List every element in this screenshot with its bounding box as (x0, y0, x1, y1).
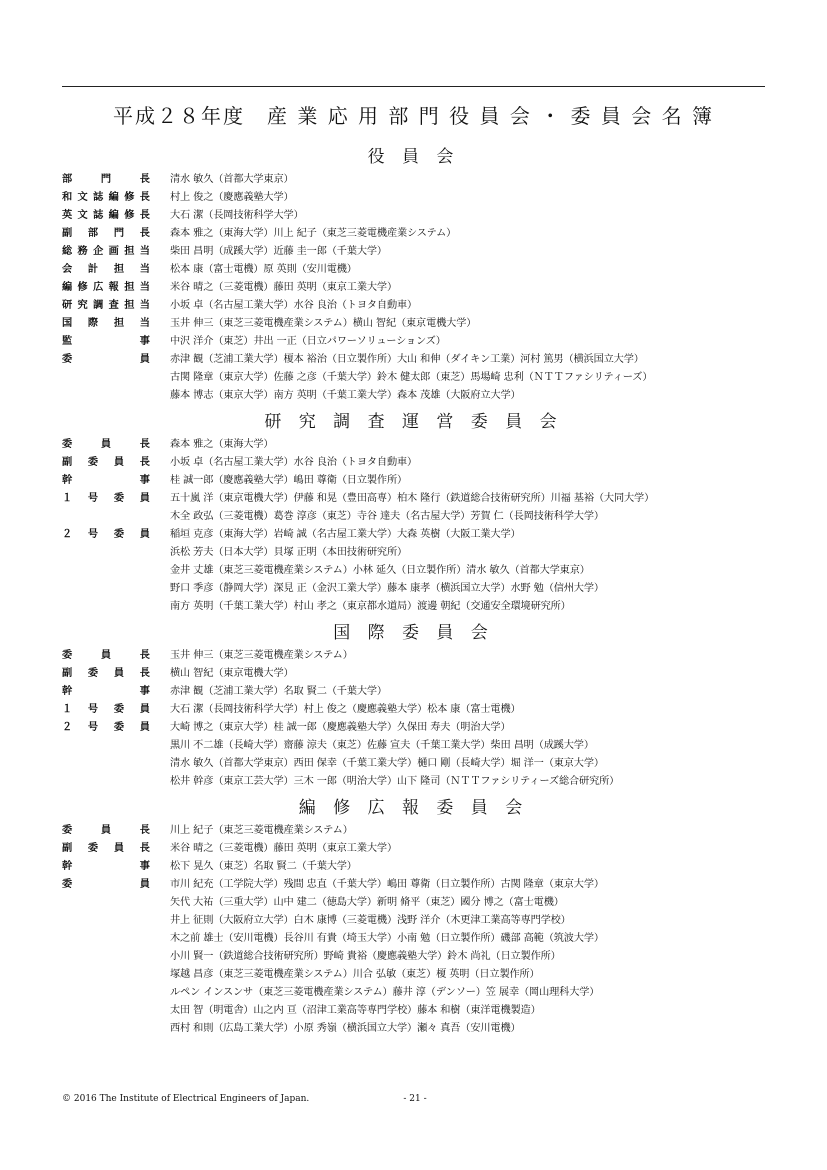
member-names (170, 665, 765, 683)
member-line: 五十嵐 洋（東京電機大学）伊藤 和晃（豊田高専）柏木 隆行（鉄道総合技術研究所）川福 基裕（大同大学） (170, 493, 655, 504)
role-label: 幹 事 (62, 686, 150, 697)
member-names (170, 701, 765, 719)
role-label: 和文誌編修長 (62, 192, 150, 203)
member-line: 藤本 博志（東京大学）南方 英明（千葉工業大学）森本 茂雄（大阪府立大学） (170, 390, 521, 401)
member-line: 森本 雅之（東海大学）川上 紀子（東芝三菱電機産業システム） (170, 228, 457, 239)
member-line: 大崎 博之（東京大学）桂 誠一郎（慶應義塾大学）久保田 寿夫（明治大学） (170, 722, 511, 733)
role-label: 委 員 長 (62, 650, 150, 661)
role-label: 副 委 員 長 (62, 457, 150, 468)
member-line: 西村 和則（広島工業大学）小原 秀嶺（横浜国立大学）瀬々 真吾（安川電機） (170, 1023, 521, 1034)
member-line: 金井 丈雄（東芝三菱電機産業システム）小林 延久（日立製作所）清水 敏久（首都大学東京） (170, 565, 590, 576)
member-row (62, 683, 765, 701)
member-line: 太田 智（明電舎）山之内 亘（沼津工業高等専門学校）藤本 和樹（東洋電機製造） (170, 1005, 541, 1016)
member-names (170, 719, 765, 791)
member-row (62, 719, 765, 791)
member-row (62, 876, 765, 1038)
member-row (62, 333, 765, 351)
member-row (62, 225, 765, 243)
role-label: 副 部 門 長 (62, 228, 150, 239)
member-line: 木之前 雄士（安川電機）長谷川 有貴（埼玉大学）小南 勉（日立製作所）磯部 高範（筑波大学） (170, 933, 604, 944)
member-line: 大石 潔（長岡技術科学大学） (170, 210, 304, 221)
role-label: 幹 事 (62, 861, 150, 872)
member-line: 森本 雅之（東海大学） (170, 439, 274, 450)
member-line: 南方 英明（千葉工業大学）村山 孝之（東京都水道局）渡邊 朝紀（交通安全環境研究所） (170, 601, 571, 612)
member-row (62, 436, 765, 454)
member-line: 古関 隆章（東京大学）佐藤 之彦（千葉大学）鈴木 健太郎（東芝）馬場崎 忠利（ＮＴＴファシリティーズ） (170, 372, 653, 383)
member-line: 赤津 観（芝浦工業大学）名取 賢二（千葉大学） (170, 686, 387, 697)
member-line: 小坂 卓（名古屋工業大学）水谷 良治（トヨタ自動車） (170, 300, 418, 311)
role-label: ２ 号 委 員 (62, 722, 150, 733)
role-label: １ 号 委 員 (62, 704, 150, 715)
member-row (62, 171, 765, 189)
section-heading: 国 際 委 員 会 (333, 623, 494, 643)
member-line: ルペン インスンサ（東芝三菱電機産業システム）藤井 淳（デンソー）笠 展幸（岡山理科大学） (170, 987, 600, 998)
member-row (62, 840, 765, 858)
member-row (62, 665, 765, 683)
section-heading: 役 員 会 (367, 147, 460, 167)
member-line: 浜松 芳夫（日本大学）貝塚 正明（本田技術研究所） (170, 547, 408, 558)
member-line: 横山 智紀（東京電機大学） (170, 668, 294, 679)
member-row (62, 315, 765, 333)
member-line: 川上 紀子（東芝三菱電機産業システム） (170, 825, 353, 836)
page-number: - 21 - (403, 1094, 427, 1104)
member-names (170, 490, 765, 526)
member-row (62, 351, 765, 405)
member-line: 黒川 不二雄（長崎大学）齋藤 涼夫（東芝）佐藤 宣夫（千葉工業大学）柴田 昌明（成蹊大学） (170, 740, 594, 751)
member-names (170, 315, 765, 333)
member-names (170, 297, 765, 315)
member-row (62, 207, 765, 225)
member-row (62, 526, 765, 616)
member-line: 村上 俊之（慶應義塾大学） (170, 192, 294, 203)
committee-section (62, 411, 765, 616)
member-line: 市川 紀充（工学院大学）残間 忠直（千葉大学）嶋田 尊衛（日立製作所）古関 隆章（東京大学） (170, 879, 604, 890)
member-line: 大石 潔（長岡技術科学大学）村上 俊之（慶應義塾大学）松本 康（富士電機） (170, 704, 521, 715)
member-row (62, 297, 765, 315)
member-line: 矢代 大祐（三重大学）山中 建二（徳島大学）新明 脩平（東芝）國分 博之（富士電機） (170, 897, 564, 908)
member-row (62, 261, 765, 279)
member-names (170, 840, 765, 858)
member-row (62, 243, 765, 261)
member-line: 稲垣 克彦（東海大学）岩崎 誠（名古屋工業大学）大森 英樹（大阪工業大学） (170, 529, 521, 540)
member-line: 小坂 卓（名古屋工業大学）水谷 良治（トヨタ自動車） (170, 457, 418, 468)
member-row (62, 189, 765, 207)
member-row (62, 279, 765, 297)
member-line: 玉井 伸三（東芝三菱電機産業システム） (170, 650, 353, 661)
role-label: 編修広報担当 (62, 282, 150, 293)
member-names (170, 526, 765, 616)
role-label: 監 事 (62, 336, 150, 347)
member-line: 赤津 観（芝浦工業大学）榎本 裕治（日立製作所）大山 和伸（ダイキン工業）河村 篤男（横浜国立大学） (170, 354, 644, 365)
member-line: 小川 賢一（鉄道総合技術研究所）野崎 貴裕（慶應義塾大学）鈴木 尚礼（日立製作所） (170, 951, 561, 962)
member-line: 松井 幹彦（東京工芸大学）三木 一郎（明治大学）山下 隆司（ＮＴＴファシリティーズ総合研究所） (170, 776, 620, 787)
member-row (62, 701, 765, 719)
role-label: 研究調査担当 (62, 300, 150, 311)
member-line: 米谷 晴之（三菱電機）藤田 英明（東京工業大学） (170, 843, 397, 854)
member-line: 柴田 昌明（成蹊大学）近藤 圭一郎（千葉大学） (170, 246, 387, 257)
member-row (62, 647, 765, 665)
member-row (62, 822, 765, 840)
member-names (170, 436, 765, 454)
role-label: 委 員 (62, 354, 150, 365)
page-title: 平成２８年度 産 業 応 用 部 門 役 員 会 ・ 委 員 会 名 簿 (112, 104, 714, 128)
member-names (170, 858, 765, 876)
member-names (170, 225, 765, 243)
committee-section (62, 797, 765, 1038)
role-label: 副 委 員 長 (62, 843, 150, 854)
roster-body (62, 146, 765, 1038)
member-line: 中沢 洋介（東芝）井出 一正（日立パワーソリューションズ） (170, 336, 446, 347)
member-names (170, 261, 765, 279)
member-names (170, 171, 765, 189)
role-label: 幹 事 (62, 475, 150, 486)
member-line: 米谷 晴之（三菱電機）藤田 英明（東京工業大学） (170, 282, 397, 293)
top-rule (62, 86, 765, 87)
copyright-footer: © 2016 The Institute of Electrical Engineers of Japan. (62, 1094, 310, 1104)
member-line: 井上 征則（大阪府立大学）白木 康博（三菱電機）浅野 洋介（木更津工業高等専門学校） (170, 915, 571, 926)
member-line: 松本 康（富士電機）原 英則（安川電機） (170, 264, 357, 275)
role-label: 国 際 担 当 (62, 318, 150, 329)
member-line: 木全 政弘（三菱電機）葛巻 淳彦（東芝）寺谷 達夫（名古屋大学）芳賀 仁（長岡技術科学大学） (170, 511, 604, 522)
member-line: 清水 敏久（首都大学東京） (170, 174, 294, 185)
member-names (170, 647, 765, 665)
section-heading: 編 修 広 報 委 員 会 (298, 798, 529, 818)
member-names (170, 472, 765, 490)
member-line: 清水 敏久（首都大学東京）西田 保幸（千葉工業大学）樋口 剛（長崎大学）堀 洋一（東京大学） (170, 758, 604, 769)
member-row (62, 490, 765, 526)
member-line: 桂 誠一郎（慶應義塾大学）嶋田 尊衛（日立製作所） (170, 475, 408, 486)
member-names (170, 279, 765, 297)
role-label: 部 門 長 (62, 174, 150, 185)
role-label: 委 員 (62, 879, 150, 890)
role-label: 副 委 員 長 (62, 668, 150, 679)
member-names (170, 454, 765, 472)
role-label: 会 計 担 当 (62, 264, 150, 275)
role-label: 委 員 長 (62, 439, 150, 450)
member-names (170, 189, 765, 207)
member-names (170, 243, 765, 261)
member-names (170, 333, 765, 351)
member-row (62, 472, 765, 490)
role-label: １ 号 委 員 (62, 493, 150, 504)
committee-section (62, 622, 765, 791)
committee-section (62, 146, 765, 405)
member-names (170, 822, 765, 840)
member-row (62, 858, 765, 876)
member-names (170, 683, 765, 701)
member-row (62, 454, 765, 472)
member-line: 玉井 伸三（東芝三菱電機産業システム）横山 智紀（東京電機大学） (170, 318, 477, 329)
role-label: 英文誌編修長 (62, 210, 150, 221)
member-names (170, 207, 765, 225)
role-label: ２ 号 委 員 (62, 529, 150, 540)
member-line: 野口 季彦（静岡大学）深見 正（金沢工業大学）藤本 康孝（横浜国立大学）水野 勉（信州大学） (170, 583, 604, 594)
member-names (170, 876, 765, 1038)
role-label: 総務企画担当 (62, 246, 150, 257)
role-label: 委 員 長 (62, 825, 150, 836)
section-heading: 研 究 調 査 運 営 委 員 会 (264, 412, 563, 432)
member-line: 松下 晃久（東芝）名取 賢二（千葉大学） (170, 861, 357, 872)
member-names (170, 351, 765, 405)
member-line: 塚越 昌彦（東芝三菱電機産業システム）川合 弘敏（東芝）榎 英明（日立製作所） (170, 969, 540, 980)
